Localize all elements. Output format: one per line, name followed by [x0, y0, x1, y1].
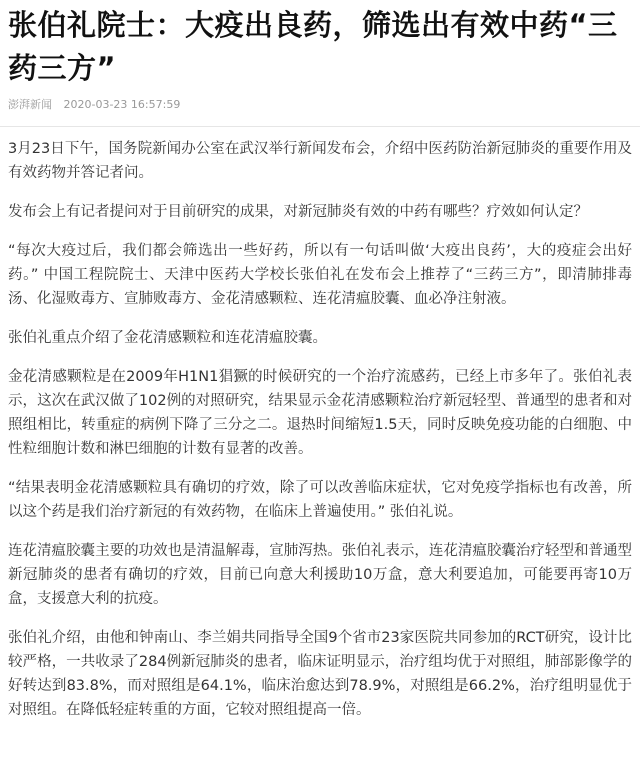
article-paragraph: “每次大疫过后，我们都会筛选出一些好药，所以有一句话叫做‘大疫出良药’，大的疫症会出好药。” 中国工程院院士、天津中医药大学校长张伯礼在发布会上推荐了“三药三方”，即清肺排毒汤、化湿败毒方、宣肺败毒方、金花清感颗粒、连花清瘟胶囊、血必净注射液。: [8, 243, 632, 307]
article-datetime: 2020-03-23 16:57:59: [63, 98, 181, 111]
article-source[interactable]: 澎湃新闻: [8, 98, 52, 111]
article-paragraph: 发布会上有记者提问对于目前研究的成果，对新冠肺炎有效的中药有哪些？疗效如何认定？: [8, 204, 588, 220]
article-paragraph: 3月23日下午，国务院新闻办公室在武汉举行新闻发布会，介绍中医药防治新冠肺炎的重要作用及有效药物并答记者问。: [8, 141, 632, 181]
article-paragraph: 张伯礼介绍，由他和钟南山、李兰娟共同指导全国9个省市23家医院共同参加的RCT研究，设计比较严格，一共收录了284例新冠肺炎的患者，临床证明显示，治疗组均优于对照组，肺部影像学的好转达到83.8%，而对照组是64.1%，临床治愈达到78.9%，对照组是66.2%，治疗组明显优于对照组。在降低轻症转重的方面，它较对照组提高一倍。: [8, 630, 632, 718]
article-paragraph: 连花清瘟胶囊主要的功效也是清温解毒，宣肺泻热。张伯礼表示，连花清瘟胶囊治疗轻型和普通型新冠肺炎的患者有确切的疗效，目前已向意大利援助10万盒，意大利要追加，可能要再寄10万盒，支援意大利的抗疫。: [8, 543, 632, 607]
article-paragraph: 张伯礼重点介绍了金花清感颗粒和连花清瘟胶囊。: [8, 330, 327, 346]
article-body: [0, 127, 640, 722]
article-title: 张伯礼院士：大疫出良药，筛选出有效中药“三药三方”: [8, 8, 618, 85]
article-paragraph: “结果表明金花清感颗粒具有确切的疗效，除了可以改善临床症状，它对免疫学指标也有改善，所以这个药是我们治疗新冠的有效药物，在临床上普遍使用。” 张伯礼说。: [8, 480, 632, 520]
article-meta: [0, 90, 640, 116]
article-paragraph: 金花清感颗粒是在2009年H1N1猖獗的时候研究的一个治疗流感药，已经上市多年了。张伯礼表示，这次在武汉做了102例的对照研究，结果显示金花清感颗粒治疗新冠轻型、普通型的患者和对照组相比，转重症的病例下降了三分之二。退热时间缩短1.5天，同时反映免疫功能的白细胞、中性粒细胞计数和淋巴细胞的计数有显著的改善。: [8, 369, 632, 457]
